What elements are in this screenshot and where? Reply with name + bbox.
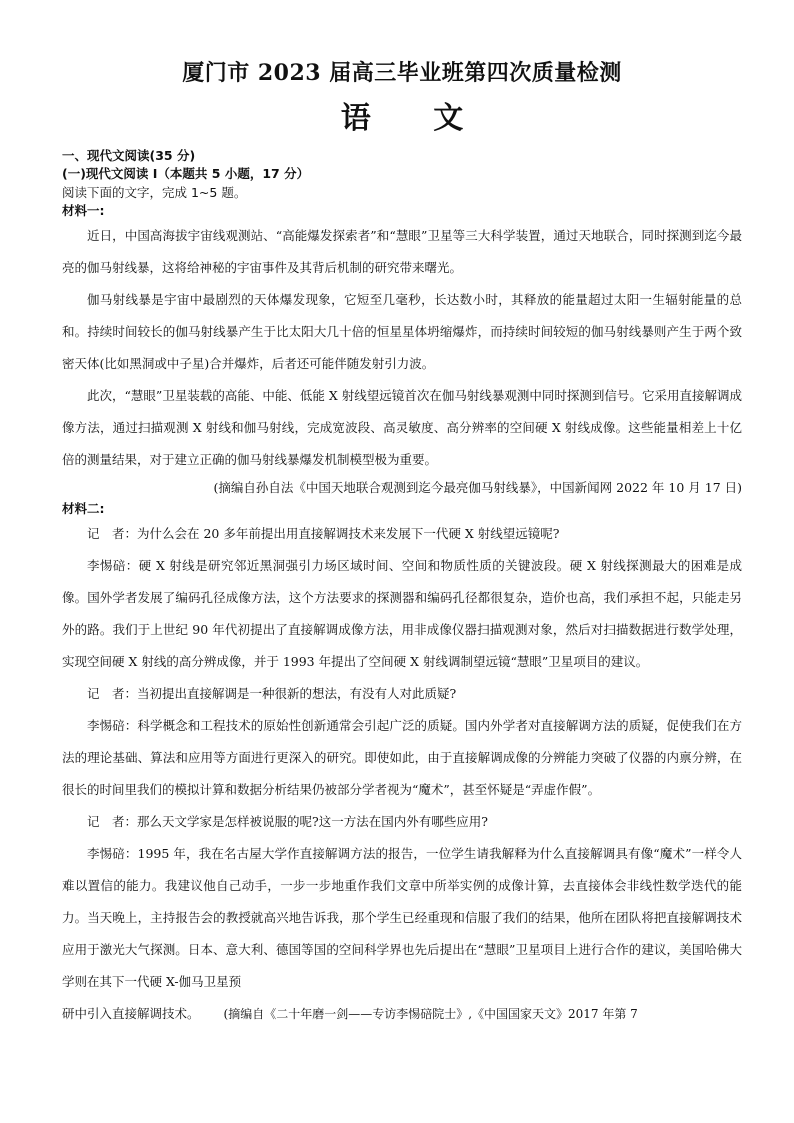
exam-title: 厦门市 2023 届高三毕业班第四次质量检测	[182, 60, 622, 86]
interview-answer-1: 李惕碚：硬 X 射线是研究邻近黑洞强引力场区域时间、空间和物质性质的关键波段。硬 X 射线探测最大的困难是成像。国外学者发展了编码孔径成像方法，这个方法要求的探测器和编码孔径都很复杂，造价也高，我们承担不起，只能走另外的路。我们于上世纪 90 年代初提出了直接解调成像方法，用非成像仪器扫描观测对象，然后对扫描数据进行数学处理，实现空间硬 X 射线的高分辨成像，并于 1993 年提出了空间硬 X 射线调制望远镜“慧眼”卫星项目的建议。	[62, 558, 742, 669]
interview-answer-3: 李惕碚：1995 年，我在名古屋大学作直接解调方法的报告，一位学生请我解释为什么直接解调具有像“魔术”一样令人难以置信的能力。我建议他自己动手，一步一步地重作我们文章中所举实例的成像计算，去直接体会非线性数学迭代的能力。当天晚上，主持报告会的教授就高兴地告诉我，那个学生已经重现和信服了我们的结果，他所在团队将把直接解调技术应用于激光大气探测。日本、意大利、德国等国的空间科学界也先后提出在“慧眼”卫星项目上进行合作的建议，美国哈佛大学则在其下一代硬 X-伽马卫星预	[62, 846, 742, 989]
interview-question-3: 记 者：那么天文学家是怎样被说服的呢?这一方法在国内外有哪些应用?	[87, 814, 488, 829]
material1-paragraph-2: 伽马射线暴是宇宙中最剧烈的天体爆发现象，它短至几毫秒，长达数小时，其释放的能量超过太阳一生辐射能量的总和。持续时间较长的伽马射线暴产生于比太阳大几十倍的恒星星体坍缩爆炸，而持续时间较短的伽马射线暴则产生于两个致密天体(比如黑洞或中子星)合并爆炸，后者还可能伴随发射引力波。	[62, 292, 742, 371]
material2-source: (摘编自《二十年磨一剑——专访李惕碚院士》,《中国国家天文》2017 年第 7	[223, 1007, 638, 1021]
material1-paragraph-3: 此次，“慧眼”卫星装载的高能、中能、低能 X 射线望远镜首次在伽马射线暴观测中同时探测到信号。它采用直接解调成像方法，通过扫描观测 X 射线和伽马射线，完成宽波段、高灵敏度、高分辨率的空间硬 X 射线成像。这些能量相差上十亿倍的测量结果，对于建立正确的伽马射线暴爆发机制模型极为重要。	[62, 388, 742, 467]
material1-label: 材料一:	[62, 203, 105, 218]
interview-answer-2: 李惕碚：科学概念和工程技术的原始性创新通常会引起广泛的质疑。国内外学者对直接解调方法的质疑，促使我们在方法的理论基础、算法和应用等方面进行更深入的研究。即使如此，由于直接解调成像的分辨能力突破了仪器的内禀分辨，在很长的时间里我们的模拟计算和数据分析结果仍被部分学者视为“魔术”，甚至怀疑是“弄虚作假”。	[62, 718, 742, 797]
interview-question-1: 记 者：为什么会在 20 多年前提出用直接解调技术来发展下一代硬 X 射线望远镜呢?	[87, 526, 560, 541]
material2-label: 材料二:	[62, 501, 105, 516]
material1-source: (摘编自孙自法《中国天地联合观测到迄今最亮伽马射线暴》，中国新闻网 2022 年 10 月 17 日)	[213, 480, 742, 495]
subject-title: 语 文	[340, 101, 490, 136]
section-heading: 一、现代文阅读(35 分)	[62, 148, 196, 163]
instruction-text: 阅读下面的文字，完成 1~5 题。	[62, 185, 247, 200]
final-line-text: 研中引入直接解调技术。	[62, 1006, 200, 1021]
material1-paragraph-1: 近日，中国高海拔宇宙线观测站、“高能爆发探索者”和“慧眼”卫星等三大科学装置，通过天地联合，同时探测到迄今最亮的伽马射线暴，这将给神秘的宇宙事件及其背后机制的研究带来曙光。	[62, 228, 742, 275]
exam-page	[62, 56, 742, 1030]
final-line	[62, 998, 742, 1030]
subsection-heading: (一)现代文阅读 I（本题共 5 小题，17 分）	[62, 166, 310, 181]
interview-question-2: 记 者：当初提出直接解调是一种很新的想法，有没有人对此质疑?	[87, 686, 457, 701]
